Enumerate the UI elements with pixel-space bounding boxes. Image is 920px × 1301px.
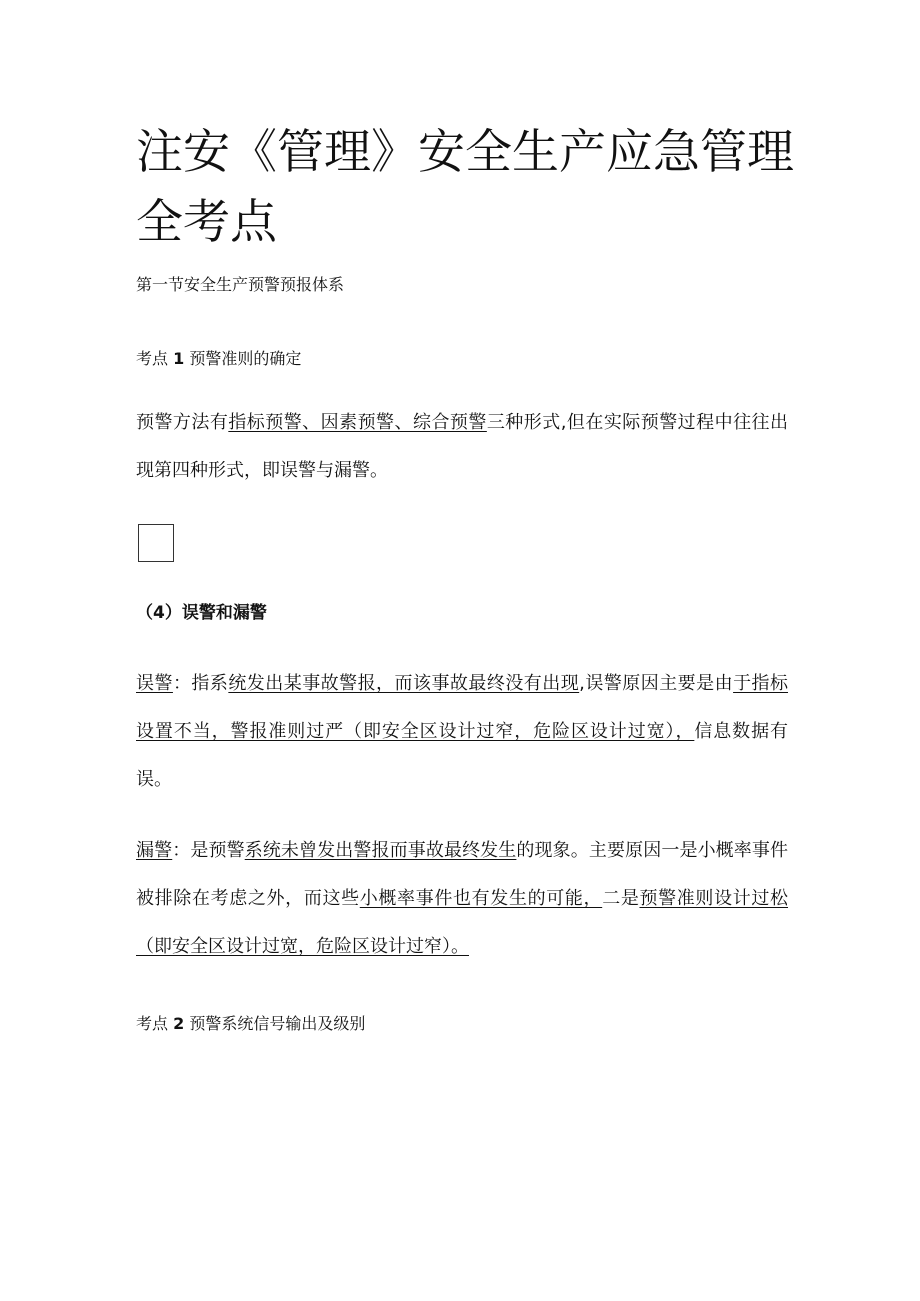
false-alarm-text-1: ：指系 bbox=[172, 673, 229, 694]
missed-alarm-text-3: 二是 bbox=[602, 888, 640, 909]
missed-alarm-paragraph bbox=[136, 827, 788, 971]
section-heading: 第一节安全生产预警预报体系 bbox=[136, 275, 345, 294]
point-text: 预警系统信号输出及级别 bbox=[189, 1014, 366, 1033]
point-number: 2 bbox=[173, 1014, 185, 1033]
sub-heading-false-missed-alarm: （4）误警和漏警 bbox=[136, 603, 267, 623]
empty-box-figure bbox=[138, 524, 174, 562]
false-alarm-underlined-1: 统发出某事故警报，而该事故最终没有出现 bbox=[228, 673, 580, 694]
point-heading-1 bbox=[136, 346, 301, 372]
point-heading-2 bbox=[136, 1011, 365, 1037]
false-alarm-paragraph bbox=[136, 660, 788, 804]
false-alarm-term: 误警 bbox=[136, 673, 173, 694]
false-alarm-underlined-2: 于指标设置不当，警报准则过严（即安全区设计过窄，危险区设计过宽）， bbox=[136, 673, 789, 742]
missed-alarm-underlined-2: 小概率事件也有发生的可能， bbox=[359, 888, 603, 909]
intro-paragraph bbox=[136, 399, 788, 495]
missed-alarm-text-1: ：是预警 bbox=[172, 840, 245, 861]
point-number: 1 bbox=[173, 349, 185, 368]
missed-alarm-text-2: 的现象。主要原因一是小概率事件被排除在考虑之外，而这些 bbox=[136, 840, 789, 909]
intro-underlined-methods: 指标预警、因素预警、综合预警 bbox=[228, 412, 487, 433]
false-alarm-text-2: ,误警原因主要是由 bbox=[579, 673, 734, 694]
missed-alarm-underlined-3: 预警准则设计过松（即安全区设计过宽，危险区设计过窄）。 bbox=[136, 888, 789, 957]
point-prefix: 考点 bbox=[136, 349, 169, 368]
intro-text-1: 预警方法有 bbox=[136, 412, 229, 433]
point-prefix: 考点 bbox=[136, 1014, 169, 1033]
page-title: 注安《管理》安全生产应急管理全考点 bbox=[136, 125, 794, 250]
missed-alarm-underlined-1: 系统未曾发出警报而事故最终发生 bbox=[244, 840, 517, 861]
missed-alarm-term: 漏警 bbox=[136, 840, 173, 861]
intro-text-2: 三种形式,但在实际预警过程中往往出现第四种形式，即误警与漏警。 bbox=[136, 412, 788, 481]
false-alarm-text-3: 信息数据有误。 bbox=[136, 721, 789, 790]
point-text: 预警准则的确定 bbox=[189, 349, 302, 368]
